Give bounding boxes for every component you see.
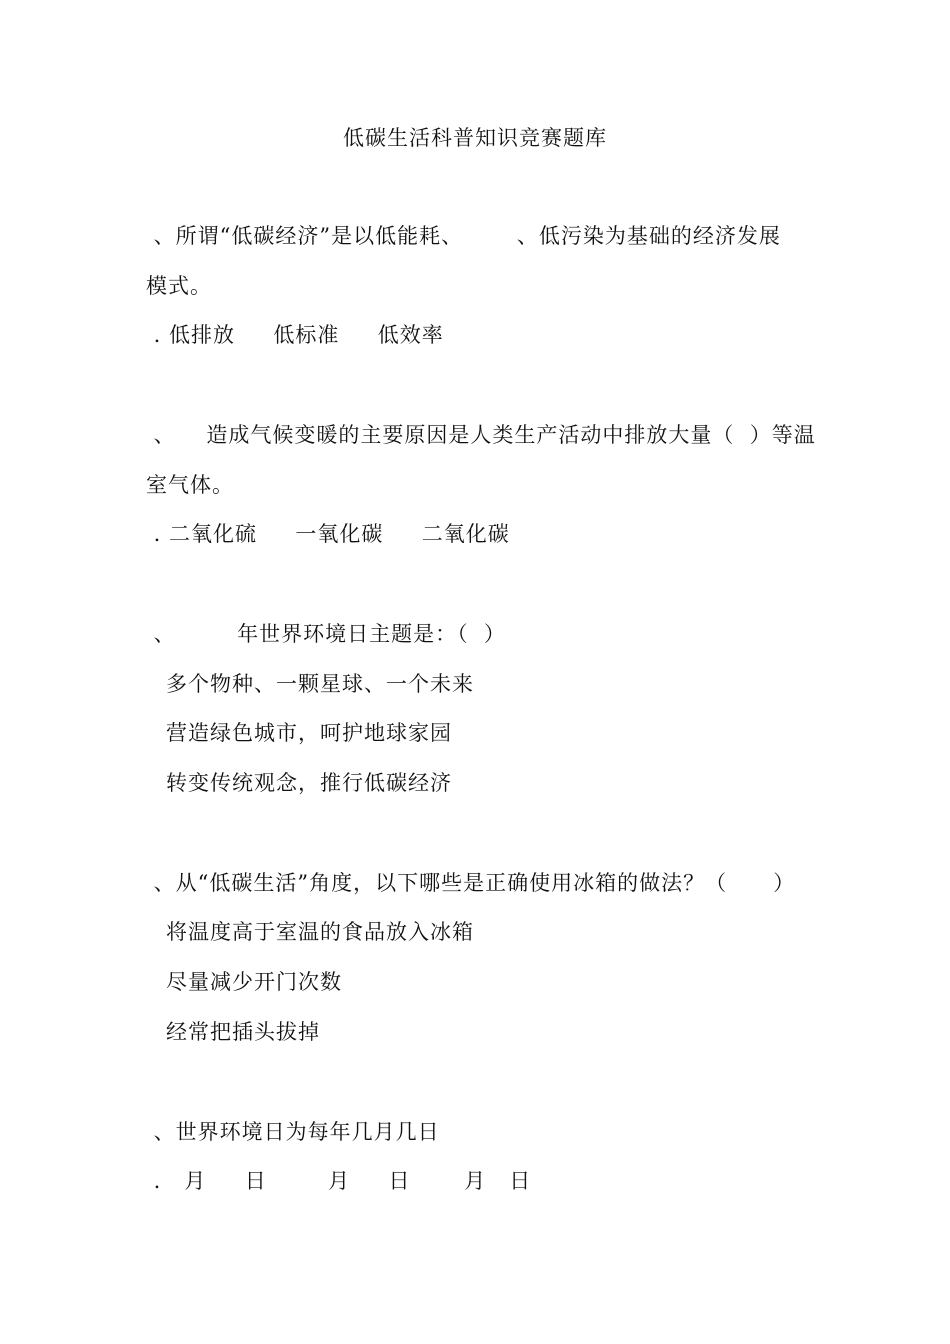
question-5-options: . 月 日 月 日 月 日 [146,1169,532,1193]
question-4-stem: 、从“低碳生活”角度，以下哪些是正确使用冰箱的做法？（ ） [146,871,796,895]
question-3-choice-1: 多个物种、一颗星球、一个未来 [166,672,474,696]
question-2-stem-line-2: 室气体。 [146,473,234,497]
question-3-choice-2: 营造绿色城市，呵护地球家园 [166,721,452,745]
question-3-stem: 、 年世界环境日主题是：（ ） [146,622,506,646]
question-4-choice-2: 尽量减少开门次数 [166,970,342,994]
question-3-choice-3: 转变传统观念，推行低碳经济 [166,771,452,795]
question-4-choice-1: 将温度高于室温的食品放入冰箱 [166,920,474,944]
question-1-stem-line-1: 、所谓“低碳经济”是以低能耗、 、低污染为基础的经济发展 [146,224,781,248]
question-4-choice-3: 经常把插头拔掉 [166,1020,320,1044]
question-2-stem-line-1: 、 造成气候变暖的主要原因是人类生产活动中排放大量（ ）等温 [146,423,816,447]
page-title: 低碳生活科普知识竞赛题库 [343,126,607,150]
question-1-options: . 低排放 低标准 低效率 [146,323,444,347]
question-1-stem-line-2: 模式。 [146,274,212,298]
question-5-stem: 、世界环境日为每年几月几日 [146,1120,440,1144]
question-2-options: . 二氧化硫 一氧化碳 二氧化碳 [146,522,510,546]
